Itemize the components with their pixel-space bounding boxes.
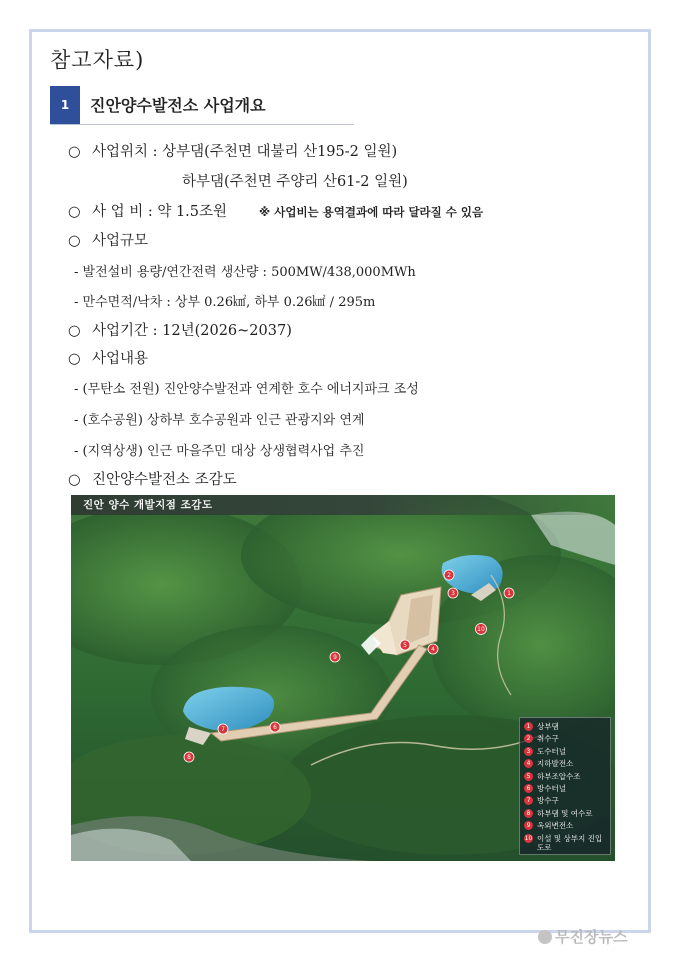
svg-text:5: 5 (403, 642, 407, 649)
svg-text:10: 10 (477, 626, 485, 633)
content-local: - (지역상생) 인근 마을주민 대상 상생협력사업 추진 (74, 444, 365, 459)
svg-text:6: 6 (273, 724, 277, 731)
legend-label: 상부댐 (537, 722, 559, 731)
location-line1: 사업위치 : 상부댐(주천면 대불리 산195-2 일원) (92, 144, 398, 160)
bullet-circle-icon: ○ (68, 144, 81, 160)
legend-label: 지하발전소 (537, 759, 574, 769)
legend-number: 10 (524, 834, 533, 842)
item-cost (68, 200, 483, 221)
legend-number: 4 (524, 759, 533, 768)
content-lake-park: - (호수공원) 상하부 호수공원과 인근 관광지와 연계 (74, 413, 365, 428)
section-number: 1 (50, 86, 80, 124)
scale-capacity: - 발전설비 용량/연간전력 생산량 : 500MW/438,000MWh (74, 265, 416, 280)
legend-number: 7 (524, 796, 533, 805)
legend-number: 5 (524, 772, 533, 781)
legend-number: 1 (524, 722, 533, 731)
legend-label: 옥외변전소 (537, 821, 574, 831)
section-header (50, 86, 354, 125)
content-heading: 사업내용 (92, 351, 149, 367)
map-marker-7 (218, 724, 228, 734)
legend-item (524, 734, 606, 746)
bullet-circle-icon: ○ (68, 323, 81, 339)
item-scale (68, 229, 148, 250)
birdseye-view-image (71, 495, 615, 861)
legend-label: 도수터널 (537, 746, 566, 756)
content-carbon-free: - (무탄소 전원) 진안양수발전과 연계한 호수 에너지파크 조성 (74, 382, 419, 397)
item-content (68, 347, 148, 368)
legend-item (524, 759, 606, 771)
legend-item (524, 821, 606, 833)
item-birdseye (68, 468, 237, 489)
legend-item (524, 796, 606, 808)
map-marker-3 (448, 588, 458, 598)
map-marker-6 (270, 722, 280, 732)
legend-label: 방수구 (537, 796, 559, 806)
scale-area-head: - 만수면적/낙차 : 상부 0.26㎢, 하부 0.26㎢ / 295m (74, 295, 376, 310)
map-marker-10 (476, 624, 487, 635)
svg-text:7: 7 (221, 726, 225, 733)
scale-heading: 사업규모 (92, 233, 149, 249)
figure-banner: 진안 양수 개발지점 조감도 (71, 495, 615, 515)
watermark (538, 926, 627, 947)
legend-label: 하부댐 및 여수로 (537, 808, 593, 818)
watermark-text: 무진장뉴스 (555, 928, 628, 946)
svg-text:2: 2 (447, 572, 451, 579)
legend-item (524, 722, 606, 734)
bullet-circle-icon: ○ (68, 233, 81, 249)
svg-text:4: 4 (431, 646, 435, 653)
cost-note: ※ 사업비는 용역결과에 따라 달라질 수 있음 (259, 205, 484, 219)
figure-legend (519, 717, 611, 855)
legend-item (524, 784, 606, 796)
svg-text:9: 9 (333, 654, 337, 661)
page-title: 참고자료) (50, 48, 145, 72)
map-marker-4 (428, 644, 438, 654)
bullet-circle-icon: ○ (68, 472, 81, 488)
map-marker-2 (444, 570, 454, 580)
legend-label: 취수구 (537, 734, 559, 744)
svg-text:1: 1 (507, 590, 511, 597)
legend-number: 3 (524, 747, 533, 756)
legend-number: 2 (524, 734, 533, 743)
legend-label: 방수터널 (537, 783, 566, 793)
legend-item (524, 772, 606, 784)
legend-label: 이설 및 상부지 진입도로 (537, 833, 603, 852)
location-line2: 하부댐(주천면 주양리 산61-2 일원) (182, 174, 408, 190)
legend-number: 9 (524, 821, 533, 830)
item-period (68, 319, 292, 340)
map-marker-9 (330, 652, 340, 662)
map-marker-1 (504, 588, 514, 598)
legend-item (524, 834, 606, 856)
bullet-circle-icon: ○ (68, 204, 81, 220)
section-title: 진안양수발전소 사업개요 (90, 96, 266, 115)
cost-text: 사 업 비 : 약 1.5조원 (92, 204, 228, 220)
svg-text:8: 8 (187, 754, 191, 761)
map-marker-5 (400, 640, 410, 650)
item-location (68, 140, 397, 161)
svg-text:3: 3 (451, 590, 455, 597)
bullet-circle-icon: ○ (68, 351, 81, 367)
birdseye-heading: 진안양수발전소 조감도 (92, 472, 237, 488)
legend-number: 8 (524, 809, 533, 818)
map-marker-8 (184, 752, 194, 762)
period-text: 사업기간 : 12년(2026~2037) (92, 323, 292, 339)
logo-icon (538, 930, 552, 944)
legend-item (524, 747, 606, 759)
legend-number: 6 (524, 784, 533, 793)
legend-label: 하부조압수조 (537, 771, 581, 781)
legend-item (524, 809, 606, 821)
